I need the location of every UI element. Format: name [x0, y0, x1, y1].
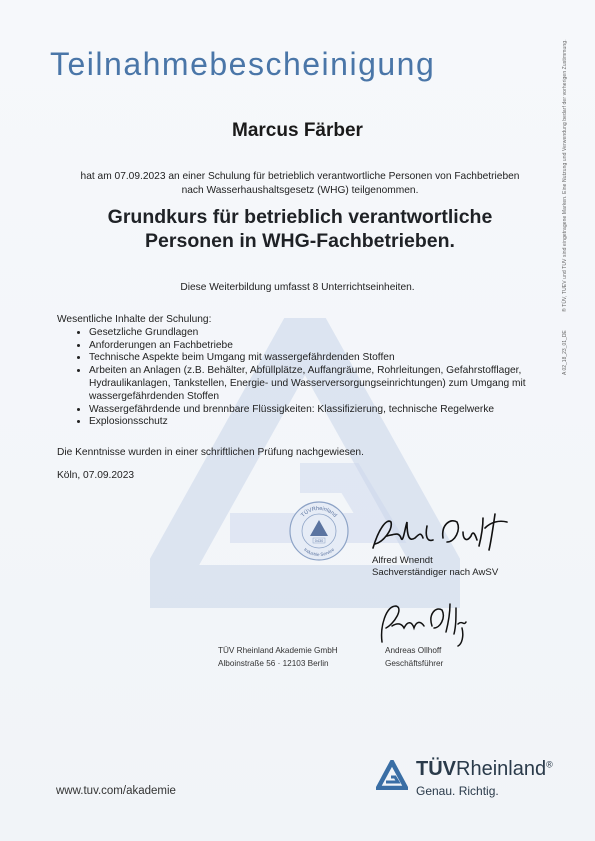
training-units-text: Diese Weiterbildung umfasst 8 Unterrichtseinheiten.	[180, 282, 415, 293]
side-legal-text: ® TÜV, TUEV und TUV sind eingetragene Marken. Eine Nutzung und Verwendung bedarf der vorherigen Zustimmung.	[562, 39, 568, 312]
brand-bold: TÜV	[416, 758, 456, 780]
signer-2-name: Andreas Ollhoff	[385, 646, 442, 655]
signer-1-role: Sachverständiger nach AwSV	[372, 567, 499, 578]
footer-url[interactable]: www.tuv.com/akademie	[56, 785, 176, 797]
tuv-rheinland-logo	[376, 758, 576, 802]
signer-2-role: Geschäftsführer	[385, 658, 444, 668]
signature-ollhoff	[372, 598, 472, 648]
seal-top-text: TÜVRheinland	[300, 505, 338, 519]
training-contents	[57, 314, 547, 429]
course-title	[30, 205, 570, 253]
organization-name: TÜV Rheinland Akademie GmbH	[218, 646, 338, 655]
brand-tagline: Genau. Richtig.	[416, 784, 499, 798]
tuv-seal-icon	[288, 500, 350, 562]
list-item: • Wassergefährdende und brennbare Flüssigkeiten: Klassifizierung, technische Regelwerke	[89, 404, 547, 417]
brand-name	[416, 758, 553, 781]
list-item: • Anforderungen an Fachbetriebe	[89, 340, 547, 353]
list-item: • Arbeiten an Anlagen (z.B. Behälter, Abfüllplätze, Auffangräume, Rohrleitungen, Gefahrstofflager, Hydraulikanlagen, Tankstellen, Energie- und Wasserversorgungseinrichtungen) zum Umgang mit wassergefährdenden Stoffen	[89, 365, 547, 403]
tuv-triangle-icon	[376, 760, 408, 790]
intro-line-2: nach Wasserhaushaltsgesetz (WHG) teilgenommen.	[181, 185, 419, 196]
intro-text	[50, 170, 550, 198]
signature-wnendt	[365, 508, 515, 558]
seal-bottom-text: Industrie Service	[302, 546, 336, 558]
seal-number: 0430	[314, 539, 324, 543]
signer-1-name: Alfred Wnendt	[372, 555, 433, 566]
list-item: • Explosionsschutz	[89, 416, 547, 429]
list-item: • Gesetzliche Grundlagen	[89, 327, 547, 340]
exam-statement: Die Kenntnisse wurden in einer schriftlichen Prüfung nachgewiesen.	[57, 447, 364, 458]
brand-rest: Rheinland	[456, 758, 547, 780]
organization-address: Alboinstraße 56 · 12103 Berlin	[218, 658, 329, 668]
document-code: A 02_18_23_01_DE	[562, 330, 568, 375]
intro-line-1: hat am 07.09.2023 an einer Schulung für betrieblich verantwortliche Personen von Fachbetrieben	[80, 171, 520, 182]
course-title-line-1: Grundkurs für betrieblich verantwortliche	[107, 206, 493, 228]
place-date: Köln, 07.09.2023	[57, 470, 135, 481]
registered-mark: ®	[546, 759, 553, 770]
contents-heading: Wesentliche Inhalte der Schulung:	[57, 314, 212, 325]
page-title: Teilnahmebescheinigung	[50, 46, 436, 82]
organization-block	[218, 645, 338, 670]
list-item: • Technische Aspekte beim Umgang mit wassergefährdenden Stoffen	[89, 352, 547, 365]
participant-name: Marcus Färber	[232, 120, 363, 141]
signer-2-block	[385, 645, 443, 670]
course-title-line-2: Personen in WHG-Fachbetrieben.	[145, 230, 455, 252]
contents-list	[57, 327, 547, 429]
signer-1-block	[372, 555, 498, 579]
